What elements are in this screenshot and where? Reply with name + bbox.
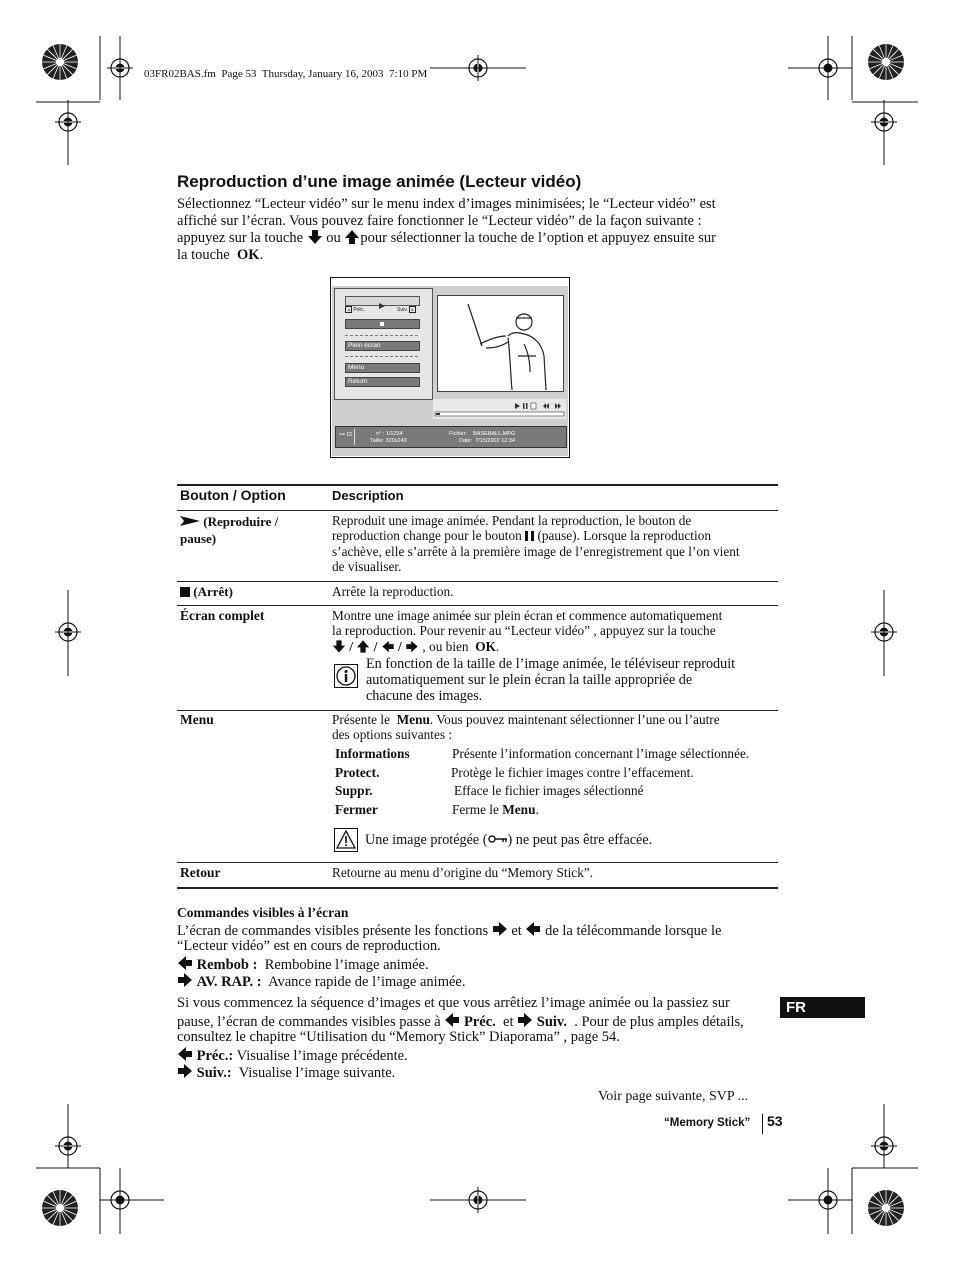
row-rule [177,862,778,863]
play-icon [180,515,200,527]
option-stop: (Arrêt) [180,584,233,599]
description-stop: Arrête la reproduction. [332,584,454,599]
menu-warning-text: Une image protégée ( ) ne peut pas être effacée. [365,832,653,848]
key-icon: ⊶ ⊡ [339,431,352,438]
option-return: Retour [180,865,221,880]
next-icon: ▸ [409,306,416,313]
row-rule [177,605,778,606]
prev-control[interactable]: ◂ Préc. [345,306,365,313]
video-player-screen [330,277,570,458]
list-item: Suppr. [335,783,373,798]
info-date: Date: 7/15/2002 12:34 [459,438,515,444]
page-title: Reproduction d’une image animée (Lecteur vidéo) [177,172,582,191]
footer-divider [762,1114,763,1134]
language-tab: FR [780,997,865,1018]
option-play: (Reproduire / pause) [180,514,279,546]
intro-line: appuyez sur la touche ou pour sélectionner la touche de l’option et appuyez ensuite sur [177,230,716,246]
intro-paragraph [177,196,787,264]
right-arrow-icon [405,640,419,653]
right-arrow-icon [492,921,508,937]
fullscreen-note: En fonction de la taille de l’image animée, le téléviseur reproduit automatiquement sur le plein écran la taille appropriée de chacune des images. [366,656,736,704]
intro-line: Sélectionnez “Lecteur vidéo” sur le menu index d’images minimisées; le “Lecteur vidéo” est [177,196,716,212]
left-arrow-icon [177,955,193,971]
fullscreen-button[interactable]: Plein écran [345,341,420,351]
next-control[interactable]: Suiv. ▸ [397,306,416,313]
list-item: Informations [335,746,410,761]
menu-button[interactable]: Menu [345,363,420,373]
row-rule [177,510,778,511]
row-rule [177,581,778,582]
file-slug: 03FR02BAS.fm Page 53 Thursday, January 16, 2003 7:10 PM [144,68,428,80]
info-number: n° : 1/1234 [376,431,403,437]
col-header-option: Bouton / Option [180,487,286,503]
list-item: Ferme le Menu. [452,802,539,817]
info-bar [335,426,567,448]
prev-icon: ◂ [345,306,352,313]
down-arrow-icon [307,230,323,244]
transport-bar [433,399,566,419]
table-bottom-rule [177,887,778,889]
key-icon [488,834,508,844]
warning-icon [334,828,358,852]
list-item: Présente l’information concernant l’image sélectionnée. [452,746,750,761]
intro-line: affiché sur l’écran. Vous pouvez faire fonctionner le “Lecteur vidéo” de la façon suivante : [177,213,702,229]
table-top-rule [177,484,778,486]
left-arrow-icon [177,1046,193,1062]
row-rule [177,710,778,711]
play-button[interactable] [345,296,420,306]
right-arrow-icon [177,1063,193,1079]
left-arrow-icon [381,640,395,653]
up-arrow-icon [356,640,370,653]
section-name: “Memory Stick” [664,1117,751,1129]
description-fullscreen: Montre une image animée sur plein écran et commence automatiquement la reproduction. Pour revenir au “Lecteur vidéo” , appuyez sur la touche / / / , ou bien OK. [332,608,723,654]
right-arrow-icon [517,1012,533,1028]
description-play: Reproduit une image animée. Pendant la reproduction, le bouton de reproduction change pour le bouton (pause). Lorsque la reproduction s’achève, elle s’arrête à la première image de l’enregistrement que l’on vient de visualiser. [332,513,740,574]
info-file: Fichier: BASEBALL.MPG [449,431,516,437]
info-note-icon [334,664,358,688]
option-fullscreen: Écran complet [180,608,265,623]
intro-line: la touche OK. [177,247,264,263]
page-number: 53 [767,1113,783,1129]
option-menu: Menu [180,712,214,727]
left-arrow-icon [525,921,541,937]
transport-icons [433,399,566,419]
control-panel [334,288,433,400]
pause-icon [525,531,534,541]
video-frame [437,295,564,392]
stop-button[interactable] [345,319,420,329]
description-return: Retourne au menu d’origine du “Memory Stick”. [332,865,594,880]
list-item: Efface le fichier images sélectionné [454,783,644,798]
up-arrow-icon [344,230,360,244]
screen-inner [332,286,568,456]
continue-note: Voir page suivante, SVP ... [598,1089,749,1104]
baseball-batter-image [438,296,563,391]
commands-heading: Commandes visibles à l’écran [177,905,349,920]
stop-icon [180,587,190,597]
left-arrow-icon [444,1012,460,1028]
col-header-description: Description [332,488,404,503]
commands-text: L’écran de commandes visibles présente les fonctions et de la télécommande lorsque le “Lecteur vidéo” est en cours de reproduction. Rembob : Rembobine l’image animée. AV. RAP. : Avance rapide de l’image animée. Si vous commencez la séquence d’images et que vous arrêtiez l’image animée ou la passiez sur pause, l’écran de commandes visibles passe à Préc. et Suiv. . Pour de plus amples détails, consultez le chapitre “Utilisation du “Memory Stick” Diaporama” , page 54. Préc.: Visualise l’image précédente. Suiv.: Visualise l’image suivante. [177,923,744,1081]
info-size: Taille: 320x240 [370,438,407,444]
list-item: Protect. [335,765,380,780]
stop-icon [380,322,384,326]
return-button[interactable]: Return [345,377,420,387]
list-item: Fermer [335,802,378,817]
right-arrow-icon [177,972,193,988]
down-arrow-icon [332,640,346,653]
list-item: Protège le fichier images contre l’effacement. [451,765,694,780]
description-menu: Présente le Menu. Vous pouvez maintenant sélectionner l’une ou l’autre des options suivantes : [332,712,720,743]
